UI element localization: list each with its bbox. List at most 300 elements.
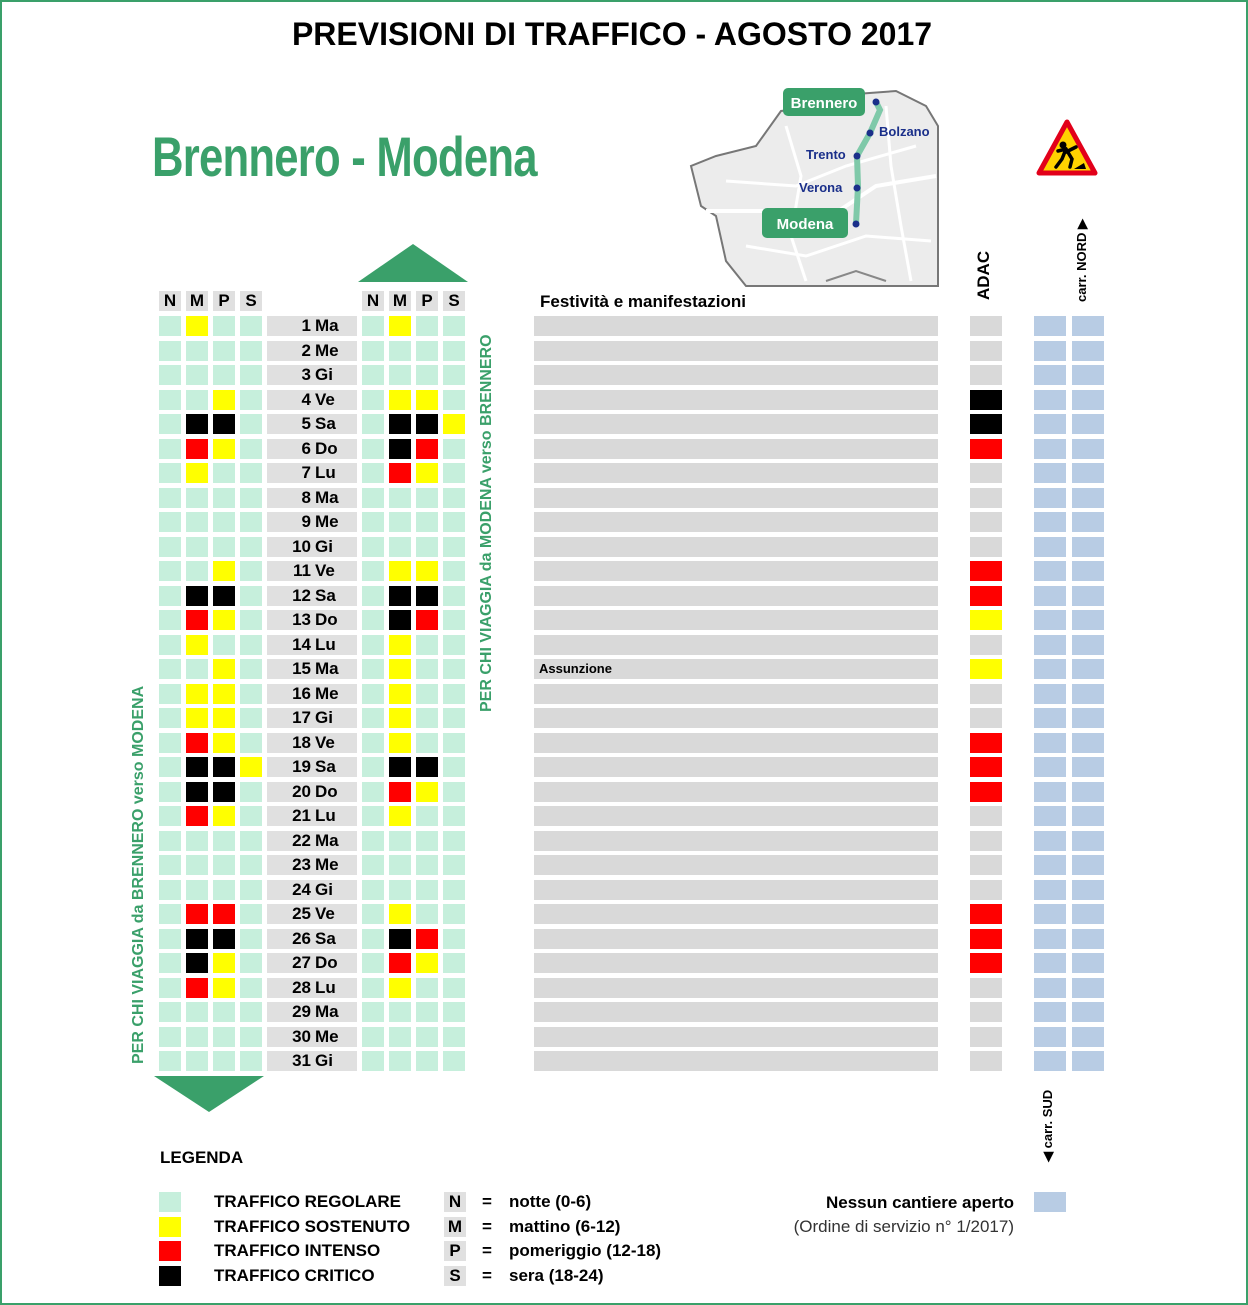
legend-level-label: TRAFFICO CRITICO: [214, 1266, 375, 1285]
northbound-n-cell-regular: [362, 1051, 384, 1071]
northbound-roadworks-cell: [1072, 831, 1104, 851]
southbound-n-cell-regular: [159, 953, 181, 973]
day-number: 15: [292, 659, 311, 678]
day-number: 1: [301, 316, 311, 335]
festivity-cell: Assunzione: [534, 659, 938, 679]
southbound-s-cell-regular: [240, 708, 262, 728]
day-label: [267, 659, 357, 679]
southbound-m-cell-sustained: [186, 635, 208, 655]
northbound-m-cell-regular: [389, 512, 411, 532]
northbound-m-cell-regular: [389, 537, 411, 557]
day-label: [267, 855, 357, 875]
northbound-n-cell-regular: [362, 488, 384, 508]
festivity-cell: [534, 635, 938, 655]
northbound-p-cell-regular: [416, 365, 438, 385]
southbound-n-cell-regular: [159, 561, 181, 581]
southbound-m-cell-regular: [186, 390, 208, 410]
northbound-n-cell-regular: [362, 855, 384, 875]
southbound-n-cell-regular: [159, 512, 181, 532]
northbound-p-cell-regular: [416, 880, 438, 900]
northbound-roadworks-cell: [1072, 463, 1104, 483]
adac-cell: [970, 537, 1002, 557]
southbound-m-cell-critical: [186, 757, 208, 777]
northbound-roadworks-cell: [1072, 806, 1104, 826]
northbound-p-cell-critical: [416, 414, 438, 434]
adac-cell: [970, 341, 1002, 361]
southbound-p-cell-regular: [213, 365, 235, 385]
northbound-n-cell-regular: [362, 757, 384, 777]
day-label: [267, 806, 357, 826]
route-title: Brennero - Modena: [152, 125, 537, 188]
northbound-m-cell-regular: [389, 365, 411, 385]
northbound-p-cell-critical: [416, 757, 438, 777]
northbound-roadworks-cell: [1072, 365, 1104, 385]
festivity-cell: [534, 733, 938, 753]
festivity-cell: [534, 365, 938, 385]
day-weekday: Do: [315, 782, 338, 801]
southbound-m-cell-sustained: [186, 316, 208, 336]
day-weekday: Ma: [315, 1002, 339, 1021]
map-label-brennero: Brennero: [790, 95, 858, 112]
southbound-n-cell-regular: [159, 488, 181, 508]
day-label: [267, 684, 357, 704]
adac-cell-intense: [970, 782, 1002, 802]
adac-cell: [970, 316, 1002, 336]
day-label: [267, 365, 357, 385]
northbound-s-cell-regular: [443, 708, 465, 728]
southbound-roadworks-cell: [1034, 316, 1066, 336]
northbound-roadworks-cell: [1072, 904, 1104, 924]
south-label: carr. SUD: [1040, 1089, 1055, 1149]
day-number: 11: [293, 561, 311, 580]
day-weekday: Sa: [315, 929, 336, 948]
legend-period-key: M: [444, 1217, 466, 1237]
southbound-roadworks-cell: [1034, 635, 1066, 655]
day-number: 27: [292, 953, 311, 972]
southbound-s-cell-regular: [240, 1027, 262, 1047]
southbound-roadworks-cell: [1034, 610, 1066, 630]
northbound-roadworks-cell: [1072, 953, 1104, 973]
day-number: 29: [292, 1002, 311, 1021]
day-weekday: Ve: [315, 733, 335, 752]
northbound-p-cell-intense: [416, 929, 438, 949]
southbound-p-cell-regular: [213, 1027, 235, 1047]
northbound-n-cell-regular: [362, 439, 384, 459]
northbound-s-cell-regular: [443, 1002, 465, 1022]
northbound-m-cell-regular: [389, 880, 411, 900]
southbound-s-cell-regular: [240, 733, 262, 753]
northbound-n-cell-regular: [362, 561, 384, 581]
southbound-m-cell-regular: [186, 341, 208, 361]
festivity-cell: [534, 610, 938, 630]
northbound-m-cell-sustained: [389, 390, 411, 410]
southbound-s-cell-regular: [240, 855, 262, 875]
adac-cell-intense: [970, 904, 1002, 924]
southbound-roadworks-cell: [1034, 904, 1066, 924]
southbound-n-cell-regular: [159, 316, 181, 336]
adac-cell-intense: [970, 929, 1002, 949]
southbound-n-cell-regular: [159, 904, 181, 924]
adac-cell: [970, 635, 1002, 655]
southbound-s-cell-regular: [240, 586, 262, 606]
southbound-n-cell-regular: [159, 365, 181, 385]
southbound-n-cell-regular: [159, 463, 181, 483]
adac-cell: [970, 978, 1002, 998]
southbound-s-cell-regular: [240, 782, 262, 802]
northbound-n-cell-regular: [362, 341, 384, 361]
festivity-cell: [534, 341, 938, 361]
southbound-roadworks-cell: [1034, 414, 1066, 434]
legend-period-key: P: [444, 1241, 466, 1261]
day-weekday: Sa: [315, 414, 336, 433]
day-weekday: Me: [315, 341, 339, 360]
southbound-p-cell-sustained: [213, 439, 235, 459]
cantiere-swatch: [1034, 1192, 1066, 1212]
southbound-s-cell-regular: [240, 831, 262, 851]
day-number: 8: [301, 488, 311, 507]
northbound-roadworks-cell: [1072, 586, 1104, 606]
map-label-verona: Verona: [799, 180, 843, 195]
northbound-roadworks-cell: [1072, 929, 1104, 949]
southbound-p-cell-intense: [213, 904, 235, 924]
adac-cell-intense: [970, 733, 1002, 753]
northbound-s-cell-regular: [443, 904, 465, 924]
northbound-m-cell-critical: [389, 929, 411, 949]
day-label: [267, 635, 357, 655]
northbound-roadworks-cell: [1072, 733, 1104, 753]
southbound-p-cell-sustained: [213, 610, 235, 630]
northbound-n-cell-regular: [362, 610, 384, 630]
festivity-cell: [534, 684, 938, 704]
festivity-cell: [534, 586, 938, 606]
festivity-cell: [534, 855, 938, 875]
festivity-cell: [534, 316, 938, 336]
northbound-n-cell-regular: [362, 659, 384, 679]
day-weekday: Lu: [315, 806, 336, 825]
southbound-p-cell-sustained: [213, 733, 235, 753]
southbound-p-cell-regular: [213, 635, 235, 655]
day-number: 22: [292, 831, 311, 850]
day-number: 13: [292, 610, 311, 629]
day-label: [267, 757, 357, 777]
southbound-direction-label: PER CHI VIAGGIA da BRENNERO verso MODENA: [130, 685, 147, 1064]
northbound-n-cell-regular: [362, 708, 384, 728]
festivity-cell: [534, 708, 938, 728]
adac-cell: [970, 1051, 1002, 1071]
adac-cell-critical: [970, 390, 1002, 410]
festivity-cell: [534, 561, 938, 581]
southbound-roadworks-cell: [1034, 733, 1066, 753]
adac-cell-sustained: [970, 610, 1002, 630]
festivity-cell: [534, 1051, 938, 1071]
northbound-p-cell-regular: [416, 978, 438, 998]
period-header-m: M: [389, 291, 411, 311]
northbound-n-cell-regular: [362, 1027, 384, 1047]
northbound-s-cell-regular: [443, 782, 465, 802]
northbound-roadworks-cell: [1072, 341, 1104, 361]
northbound-m-cell-regular: [389, 341, 411, 361]
day-label: [267, 1027, 357, 1047]
northbound-m-cell-critical: [389, 586, 411, 606]
southbound-roadworks-cell: [1034, 390, 1066, 410]
southbound-s-cell-regular: [240, 684, 262, 704]
day-weekday: Lu: [315, 463, 336, 482]
day-number: 19: [292, 757, 311, 776]
southbound-s-cell-regular: [240, 390, 262, 410]
northbound-m-cell-critical: [389, 757, 411, 777]
day-number: 20: [292, 782, 311, 801]
day-number: 3: [301, 365, 311, 384]
day-number: 30: [292, 1027, 311, 1046]
roadworks-warning-icon: [1036, 119, 1098, 177]
southbound-s-cell-regular: [240, 439, 262, 459]
day-number: 24: [292, 880, 311, 899]
day-weekday: Lu: [315, 978, 336, 997]
adac-header-wrap: [974, 252, 998, 302]
day-weekday: Ve: [315, 390, 335, 409]
route-map: [686, 86, 940, 288]
day-number: 6: [301, 439, 311, 458]
legend-period-desc: pomeriggio (12-18): [509, 1241, 662, 1260]
festivity-cell: [534, 1002, 938, 1022]
southbound-m-cell-critical: [186, 953, 208, 973]
day-label: [267, 953, 357, 973]
southbound-roadworks-cell: [1034, 880, 1066, 900]
southbound-roadworks-cell: [1034, 684, 1066, 704]
southbound-roadworks-cell: [1034, 659, 1066, 679]
southbound-n-cell-regular: [159, 806, 181, 826]
northbound-roadworks-cell: [1072, 439, 1104, 459]
adac-cell: [970, 365, 1002, 385]
southbound-n-cell-regular: [159, 1051, 181, 1071]
southbound-s-cell-regular: [240, 806, 262, 826]
northbound-n-cell-regular: [362, 537, 384, 557]
legend-period-desc: sera (18-24): [509, 1266, 604, 1285]
northbound-p-cell-regular: [416, 806, 438, 826]
southbound-roadworks-cell: [1034, 1051, 1066, 1071]
southbound-roadworks-cell: [1034, 488, 1066, 508]
northbound-s-cell-regular: [443, 880, 465, 900]
adac-cell-intense: [970, 757, 1002, 777]
northbound-m-cell-intense: [389, 463, 411, 483]
northbound-m-cell-regular: [389, 831, 411, 851]
cantiere-text: Nessun cantiere aperto: [825, 1193, 1014, 1212]
festivity-cell: [534, 880, 938, 900]
northbound-p-cell-regular: [416, 537, 438, 557]
northbound-p-cell-sustained: [416, 561, 438, 581]
northbound-n-cell-regular: [362, 684, 384, 704]
legend-level-label: TRAFFICO INTENSO: [214, 1241, 381, 1260]
northbound-s-cell-regular: [443, 365, 465, 385]
day-number: 18: [292, 733, 311, 752]
period-header-n: N: [362, 291, 384, 311]
northbound-roadworks-cell: [1072, 537, 1104, 557]
northbound-p-cell-regular: [416, 831, 438, 851]
southbound-m-cell-regular: [186, 537, 208, 557]
southbound-m-cell-regular: [186, 365, 208, 385]
southbound-m-cell-intense: [186, 610, 208, 630]
southbound-m-cell-critical: [186, 586, 208, 606]
southbound-p-cell-sustained: [213, 978, 235, 998]
northbound-p-cell-regular: [416, 341, 438, 361]
day-label: [267, 880, 357, 900]
southbound-s-cell-sustained: [240, 757, 262, 777]
day-label: [267, 904, 357, 924]
legend-equals: =: [482, 1266, 492, 1285]
festivity-cell: [534, 463, 938, 483]
northbound-m-cell-sustained: [389, 561, 411, 581]
northbound-p-cell-intense: [416, 610, 438, 630]
northbound-roadworks-cell: [1072, 1051, 1104, 1071]
northbound-p-cell-regular: [416, 1027, 438, 1047]
day-number: 14: [292, 635, 311, 654]
legend-equals: =: [482, 1192, 492, 1211]
day-weekday: Me: [315, 855, 339, 874]
southbound-n-cell-regular: [159, 610, 181, 630]
northbound-p-cell-intense: [416, 439, 438, 459]
northbound-s-cell-regular: [443, 390, 465, 410]
northbound-p-cell-regular: [416, 855, 438, 875]
day-weekday: Gi: [315, 708, 333, 727]
day-number: 31: [292, 1051, 311, 1070]
day-label: [267, 1051, 357, 1071]
legend-equals: =: [482, 1241, 492, 1260]
day-label: [267, 537, 357, 557]
day-number: 21: [292, 806, 311, 825]
northbound-m-cell-sustained: [389, 708, 411, 728]
northbound-p-cell-sustained: [416, 953, 438, 973]
northbound-roadworks-cell: [1072, 757, 1104, 777]
festivities-header: Festività e manifestazioni: [540, 292, 746, 311]
festivity-cell: [534, 953, 938, 973]
adac-cell-intense: [970, 561, 1002, 581]
day-number: 10: [292, 537, 311, 556]
northbound-roadworks-cell: [1072, 659, 1104, 679]
northbound-s-cell-regular: [443, 341, 465, 361]
southbound-p-cell-sustained: [213, 806, 235, 826]
southbound-roadworks-cell: [1034, 537, 1066, 557]
northbound-p-cell-critical: [416, 586, 438, 606]
southbound-s-cell-regular: [240, 978, 262, 998]
southbound-p-cell-regular: [213, 463, 235, 483]
southbound-m-cell-critical: [186, 414, 208, 434]
southbound-p-cell-critical: [213, 782, 235, 802]
southbound-roadworks-cell: [1034, 365, 1066, 385]
adac-cell-sustained: [970, 659, 1002, 679]
legend-level-label: TRAFFICO SOSTENUTO: [214, 1217, 411, 1236]
southbound-s-cell-regular: [240, 904, 262, 924]
day-weekday: Ma: [315, 488, 339, 507]
southbound-s-cell-regular: [240, 635, 262, 655]
northbound-m-cell-sustained: [389, 978, 411, 998]
adac-cell-intense: [970, 439, 1002, 459]
southbound-roadworks-cell: [1034, 561, 1066, 581]
legend-swatch: [159, 1217, 181, 1237]
northbound-n-cell-regular: [362, 635, 384, 655]
north-label: carr. NORD: [1074, 232, 1089, 302]
southbound-roadworks-cell: [1034, 978, 1066, 998]
northbound-n-cell-regular: [362, 733, 384, 753]
southbound-roadworks-cell: [1034, 708, 1066, 728]
southbound-p-cell-regular: [213, 855, 235, 875]
southbound-roadworks-cell: [1034, 512, 1066, 532]
day-number: 7: [301, 463, 311, 482]
northbound-s-cell-regular: [443, 439, 465, 459]
northbound-n-cell-regular: [362, 365, 384, 385]
southbound-s-cell-regular: [240, 488, 262, 508]
day-label: [267, 414, 357, 434]
southbound-m-cell-intense: [186, 439, 208, 459]
down-arrow-icon: [154, 1076, 264, 1112]
day-label: [267, 341, 357, 361]
northbound-roadworks-cell: [1072, 561, 1104, 581]
northbound-m-cell-sustained: [389, 904, 411, 924]
northbound-s-cell-regular: [443, 488, 465, 508]
northbound-s-cell-regular: [443, 561, 465, 581]
northbound-roadworks-cell: [1072, 880, 1104, 900]
day-weekday: Ve: [315, 561, 335, 580]
southbound-roadworks-cell: [1034, 586, 1066, 606]
northbound-n-cell-regular: [362, 806, 384, 826]
northbound-s-cell-regular: [443, 953, 465, 973]
southbound-n-cell-regular: [159, 1027, 181, 1047]
northbound-n-cell-regular: [362, 880, 384, 900]
northbound-s-cell-sustained: [443, 414, 465, 434]
day-weekday: Do: [315, 610, 338, 629]
southbound-p-cell-regular: [213, 1002, 235, 1022]
legend-period-desc: mattino (6-12): [509, 1217, 621, 1236]
northbound-n-cell-regular: [362, 831, 384, 851]
adac-cell: [970, 463, 1002, 483]
southbound-n-cell-regular: [159, 659, 181, 679]
southbound-n-cell-regular: [159, 586, 181, 606]
festivity-cell: [534, 414, 938, 434]
southbound-p-cell-sustained: [213, 708, 235, 728]
southbound-s-cell-regular: [240, 537, 262, 557]
southbound-roadworks-cell: [1034, 1027, 1066, 1047]
southbound-m-cell-critical: [186, 782, 208, 802]
day-number: 4: [301, 390, 311, 409]
northbound-roadworks-cell: [1072, 978, 1104, 998]
northbound-m-cell-sustained: [389, 733, 411, 753]
southbound-n-cell-regular: [159, 831, 181, 851]
period-header-m: M: [186, 291, 208, 311]
northbound-p-cell-regular: [416, 512, 438, 532]
southbound-n-cell-regular: [159, 880, 181, 900]
southbound-p-cell-critical: [213, 757, 235, 777]
day-number: 23: [292, 855, 311, 874]
northbound-p-cell-regular: [416, 316, 438, 336]
festivity-cell: [534, 488, 938, 508]
northbound-s-cell-regular: [443, 463, 465, 483]
festivity-cell: [534, 806, 938, 826]
southbound-p-cell-regular: [213, 341, 235, 361]
day-weekday: Do: [315, 953, 338, 972]
southbound-n-cell-regular: [159, 855, 181, 875]
northbound-s-cell-regular: [443, 512, 465, 532]
southbound-s-cell-regular: [240, 1002, 262, 1022]
southbound-roadworks-cell: [1034, 341, 1066, 361]
day-label: [267, 782, 357, 802]
adac-cell: [970, 1002, 1002, 1022]
adac-cell-intense: [970, 586, 1002, 606]
south-arrow-icon: ◀: [1040, 1152, 1055, 1162]
southbound-m-cell-regular: [186, 561, 208, 581]
northbound-roadworks-cell: [1072, 390, 1104, 410]
southbound-s-cell-regular: [240, 659, 262, 679]
northbound-n-cell-regular: [362, 390, 384, 410]
southbound-p-cell-critical: [213, 586, 235, 606]
